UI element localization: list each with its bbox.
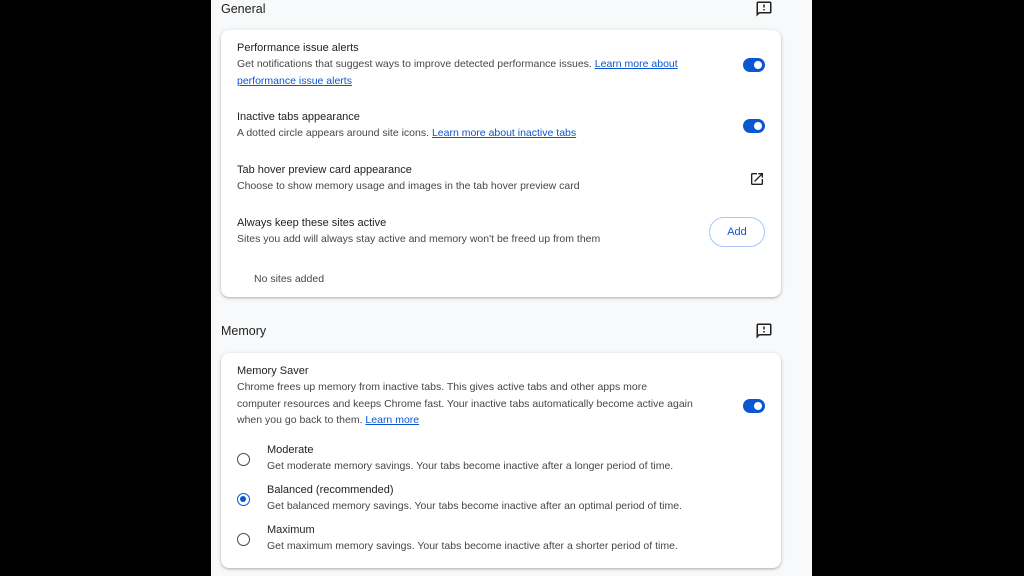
performance-alerts-title: Performance issue alerts: [237, 42, 359, 54]
memory-section-header: [221, 322, 801, 344]
general-card: [221, 30, 781, 297]
memory-section-title: Memory: [221, 324, 267, 338]
settings-page: [211, 0, 812, 576]
inactive-tabs-toggle[interactable]: [743, 119, 765, 133]
open-in-new-icon[interactable]: [749, 171, 765, 187]
no-sites-message: No sites added: [254, 273, 325, 285]
add-site-button[interactable]: Add: [709, 217, 765, 247]
keep-active-desc: Sites you add will always stay active and memory won't be freed up from them: [237, 233, 601, 245]
general-section-title: General: [221, 2, 266, 16]
feedback-icon[interactable]: [755, 0, 773, 18]
memory-saver-learn-more-link[interactable]: Learn more: [365, 414, 420, 426]
inactive-tabs-desc: A dotted circle appears around site icons.: [237, 127, 430, 139]
hover-preview-title: Tab hover preview card appearance: [237, 164, 412, 176]
inactive-tabs-title: Inactive tabs appearance: [237, 111, 360, 123]
option-balanced-label: Balanced (recommended): [267, 484, 394, 496]
option-balanced-desc: Get balanced memory savings. Your tabs become inactive after an optimal period of time.: [267, 500, 682, 512]
memory-saver-title: Memory Saver: [237, 365, 309, 377]
hover-preview-row[interactable]: [237, 162, 765, 198]
memory-saver-desc-line3: when you go back to them.: [237, 414, 363, 426]
option-maximum-label: Maximum: [267, 524, 315, 536]
general-section-header: [221, 0, 801, 22]
performance-alerts-desc: Get notifications that suggest ways to improve detected performance issues.: [237, 58, 592, 70]
performance-alerts-row: [237, 40, 765, 92]
inactive-tabs-learn-more-link[interactable]: Learn more about inactive tabs: [431, 127, 577, 139]
option-balanced[interactable]: [237, 482, 765, 518]
option-moderate-label: Moderate: [267, 444, 314, 456]
memory-saver-desc-line2: computer resources and keeps Chrome fast. Your inactive tabs automatically become active again: [237, 397, 693, 410]
hover-preview-desc: Choose to show memory usage and images in the tab hover preview card: [237, 180, 580, 192]
performance-alerts-learn-more-link-cont[interactable]: performance issue alerts: [237, 74, 352, 87]
option-maximum-desc: Get maximum memory savings. Your tabs become inactive after a shorter period of time.: [267, 540, 678, 552]
radio-balanced[interactable]: [237, 493, 250, 506]
radio-maximum[interactable]: [237, 533, 250, 546]
performance-alerts-toggle[interactable]: [743, 58, 765, 72]
keep-active-row: [237, 215, 765, 251]
performance-alerts-learn-more-link[interactable]: Learn more about: [594, 58, 678, 70]
option-moderate-desc: Get moderate memory savings. Your tabs become inactive after a longer period of time.: [267, 460, 674, 472]
memory-saver-desc-line1: Chrome frees up memory from inactive tabs. This gives active tabs and other apps more: [237, 381, 648, 393]
option-moderate[interactable]: [237, 442, 765, 478]
option-maximum[interactable]: [237, 522, 765, 558]
memory-saver-toggle[interactable]: [743, 399, 765, 413]
feedback-icon[interactable]: [755, 322, 773, 340]
memory-saver-row: [237, 363, 765, 433]
radio-moderate[interactable]: [237, 453, 250, 466]
inactive-tabs-row: [237, 109, 765, 145]
memory-card: [221, 353, 781, 568]
keep-active-title: Always keep these sites active: [237, 217, 387, 229]
